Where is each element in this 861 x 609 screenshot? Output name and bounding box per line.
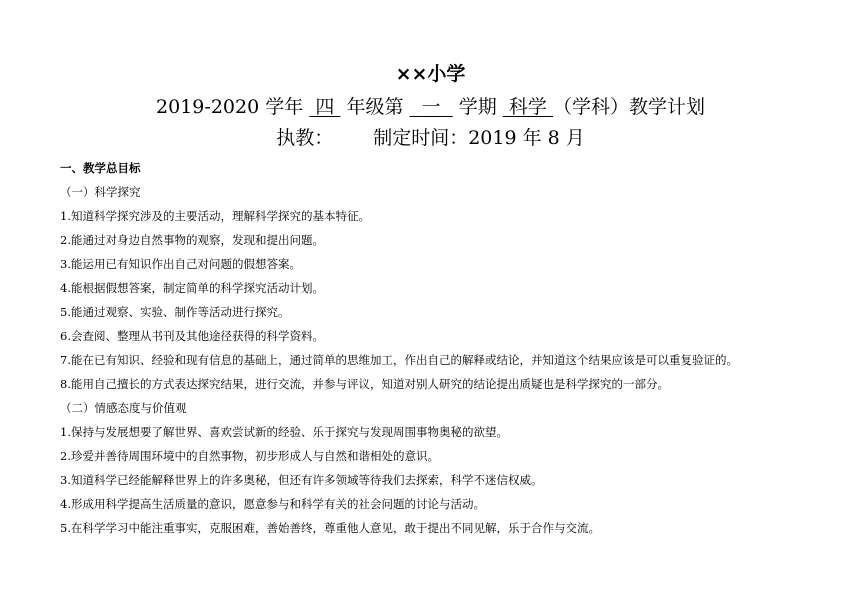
grade-field: 四 bbox=[315, 96, 335, 118]
list-item: 4.能根据假想答案，制定简单的科学探究活动计划。 bbox=[60, 281, 324, 295]
school-title: ××小学 bbox=[395, 63, 466, 85]
subject-field: 科学 bbox=[508, 96, 547, 118]
plan-title bbox=[0, 94, 861, 120]
list-item: 1.保持与发展想要了解世界、喜欢尝试新的经验、乐于探究与发现周围事物奥秘的欲望。 bbox=[60, 425, 508, 439]
section-heading: 一、教学总目标 bbox=[60, 161, 141, 175]
list-item: 2.珍爱并善待周围环境中的自然事物，初步形成人与自然和谐相处的意识。 bbox=[60, 449, 439, 463]
list-item: 6.会查阅、整理从书刊及其他途径获得的科学资料。 bbox=[60, 329, 324, 343]
document-body bbox=[60, 157, 850, 540]
list-item: 3.知道科学已经能解释世界上的许多奥秘，但还有许多领域等待我们去探索，科学不迷信权威。 bbox=[60, 473, 543, 487]
plan-text-subject: （学科）教学计划 bbox=[552, 96, 705, 118]
list-item: 1.知道科学探究涉及的主要活动，理解科学探究的基本特征。 bbox=[60, 209, 370, 223]
list-item: 3.能运用已有知识作出自己对问题的假想答案。 bbox=[60, 257, 301, 271]
list-item: 2.能通过对身边自然事物的观察，发现和提出问题。 bbox=[60, 233, 324, 247]
list-item: 5.在科学学习中能注重事实，克服困难，善始善终，尊重他人意见，敢于提出不同见解，乐于合作与交流。 bbox=[60, 521, 600, 535]
list-item: 4.形成用科学提高生活质量的意识，愿意参与和科学有关的社会问题的讨论与活动。 bbox=[60, 497, 485, 511]
plan-text-year: 学年 bbox=[265, 96, 304, 118]
plan-text-term: 学期 bbox=[458, 96, 497, 118]
list-item: 7.能在已有知识、经验和现有信息的基础上，通过简单的思维加工，作出自己的解释或结论，并知道这个结果应该是可以重复验证的。 bbox=[60, 353, 738, 367]
term-field: 一 bbox=[421, 96, 441, 118]
subsection-heading: （二）情感态度与价值观 bbox=[60, 401, 187, 415]
teacher-label: 执教： bbox=[276, 127, 334, 149]
list-item: 5.能通过观察、实验、制作等活动进行探究。 bbox=[60, 305, 290, 319]
list-item: 8.能用自己擅长的方式表达探究结果，进行交流，并参与评议，知道对别人研究的结论提出质疑也是科学探究的一部分。 bbox=[60, 377, 669, 391]
teacher-date-line bbox=[0, 125, 861, 151]
date-label: 制定时间：2019 年 8 月 bbox=[373, 127, 585, 149]
plan-text-grade: 年级第 bbox=[346, 96, 404, 118]
subsection-heading: （一）科学探究 bbox=[60, 185, 141, 199]
school-year: 2019-2020 bbox=[156, 96, 260, 118]
